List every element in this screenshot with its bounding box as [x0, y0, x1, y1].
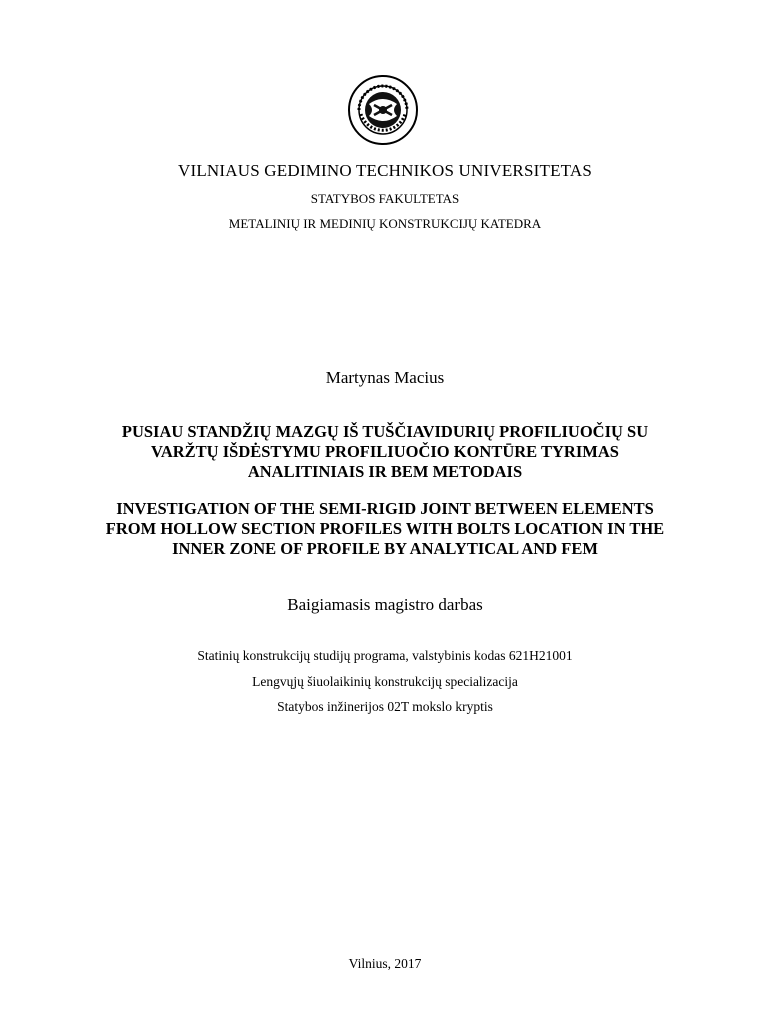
science-field: Statybos inžinerijos 02T mokslo kryptis [277, 699, 493, 714]
title-lt-line: VARŽTŲ IŠDĖSTYMU PROFILIUOČIO KONTŪRE TYRIMAS [151, 442, 619, 461]
specialization: Lengvųjų šiuolaikinių konstrukcijų specializacija [252, 674, 518, 689]
title-en-line: INNER ZONE OF PROFILE BY ANALYTICAL AND FEM [172, 539, 598, 558]
title-lt-line: ANALITINIAIS IR BEM METODAIS [247, 462, 523, 481]
department-name: METALINIŲ IR MEDINIŲ KONSTRUKCIJŲ KATEDRA [228, 216, 542, 231]
title-lt-line: PUSIAU STANDŽIŲ MAZGŲ IŠ TUŠČIAVIDURIŲ PROFILIUOČIŲ SU [121, 422, 649, 441]
university-seal-icon [347, 74, 419, 146]
title-lithuanian [0, 422, 770, 482]
place-and-year: Vilnius, 2017 [348, 956, 422, 971]
author-name: Martynas Macius [325, 368, 445, 387]
thesis-type: Baigiamasis magistro darbas [287, 595, 483, 614]
university-name: VILNIAUS GEDIMINO TECHNIKOS UNIVERSITETAS [177, 161, 593, 180]
faculty-name: STATYBOS FAKULTETAS [310, 191, 460, 206]
study-program: Statinių konstrukcijų studijų programa, valstybinis kodas 621H21001 [197, 648, 573, 663]
title-en-line: FROM HOLLOW SECTION PROFILES WITH BOLTS LOCATION IN THE [105, 519, 665, 538]
title-en-line: INVESTIGATION OF THE SEMI-RIGID JOINT BETWEEN ELEMENTS [116, 499, 654, 518]
title-english [0, 499, 770, 559]
